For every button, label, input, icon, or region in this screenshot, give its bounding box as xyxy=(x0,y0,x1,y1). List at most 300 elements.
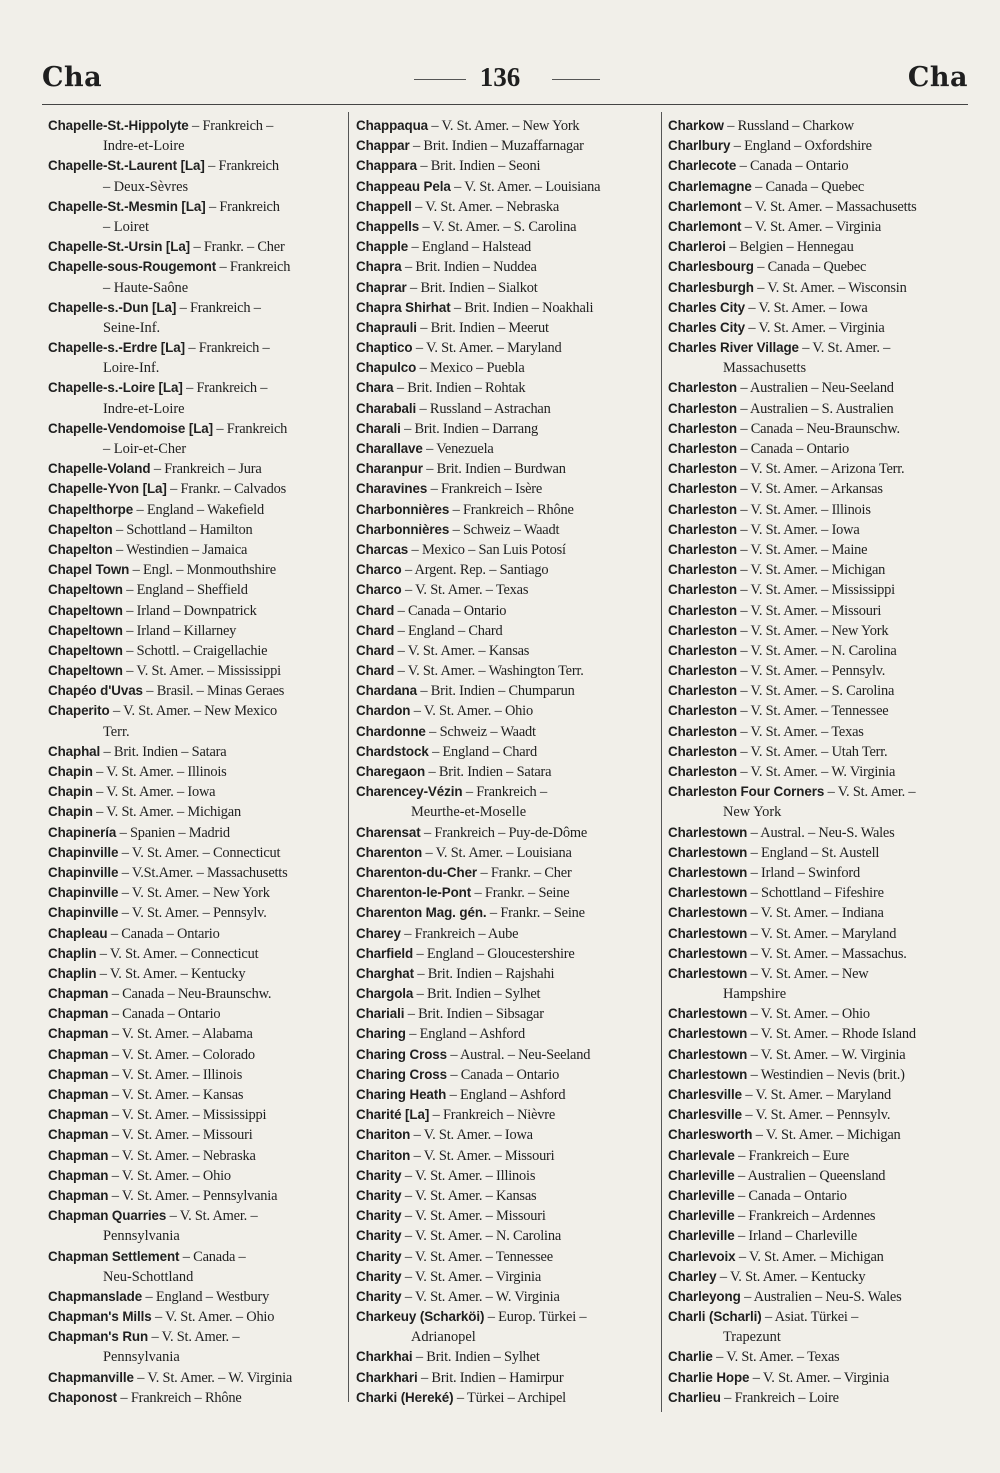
entry-location: – V. St. Amer. – Illinois xyxy=(401,1167,536,1184)
gazetteer-entry xyxy=(668,1287,968,1307)
entry-headword: Charki (Hereké) xyxy=(356,1389,454,1405)
entry-location: – Frankreich – Jura xyxy=(150,461,262,478)
gazetteer-entry xyxy=(356,580,658,600)
gazetteer-entry xyxy=(48,701,346,721)
entry-headword: Charlesburgh xyxy=(668,279,754,295)
entry-continuation: Seine-Inf. xyxy=(103,319,161,336)
entry-location: – England – St. Austell xyxy=(747,844,880,861)
gazetteer-entry xyxy=(356,399,658,419)
entry-headword: Chaprauli xyxy=(356,319,417,335)
gazetteer-entry xyxy=(48,924,346,944)
gazetteer-entry xyxy=(668,136,968,156)
entry-location: – Mexico – Puebla xyxy=(416,360,525,377)
entry-continuation: Indre-et-Loire xyxy=(103,138,185,155)
entry-headword: Chapelle-s.-Dun [La] xyxy=(48,299,177,315)
gazetteer-entry xyxy=(48,903,346,923)
entry-headword: Chapin xyxy=(48,764,93,779)
header-dash-right xyxy=(552,79,600,80)
entry-location: – Brit. Indien – Sibsagar xyxy=(404,1006,544,1023)
gazetteer-entry xyxy=(668,1368,968,1388)
entry-headword: Charleston xyxy=(668,380,737,396)
entry-location: – V. St. Amer. – Indiana xyxy=(747,905,884,922)
entry-location: – Spanien – Madrid xyxy=(116,824,230,841)
entry-location: – Frankreich – Nièvre xyxy=(429,1107,556,1124)
entry-location: – V. St. Amer. – Massachusetts xyxy=(741,198,917,215)
gazetteer-entry xyxy=(356,197,658,217)
entry-headword: Chariton xyxy=(356,1127,411,1143)
entry-location: – England – Gloucestershire xyxy=(413,945,575,962)
entry-location: – V. St. Amer. – N. Carolina xyxy=(401,1228,562,1245)
entry-continuation: Trapezunt xyxy=(723,1329,781,1346)
entry-headword: Charleston xyxy=(668,602,737,618)
entry-location: – V. St. Amer. – Kansas xyxy=(394,642,530,659)
entry-location: – Frankreich – xyxy=(188,118,274,134)
gazetteer-entry xyxy=(668,782,968,802)
gazetteer-entry xyxy=(48,742,346,762)
entry-headword: Chapra xyxy=(356,259,402,275)
entry-continuation: Meurthe-et-Moselle xyxy=(411,804,527,821)
gazetteer-entry xyxy=(356,520,658,540)
entry-location: – Australien – Neu-Seeland xyxy=(736,380,894,397)
gazetteer-entry xyxy=(668,964,968,984)
entry-headword: Chardstock xyxy=(356,743,429,759)
gazetteer-entry xyxy=(48,944,346,964)
entry-headword: Charlestown xyxy=(668,945,748,961)
entry-location: – V. St. Amer. – W. Virginia xyxy=(401,1288,560,1305)
entry-location: – Belgien – Hennegau xyxy=(725,239,854,256)
gazetteer-entry xyxy=(48,843,346,863)
entry-headword: Charavines xyxy=(356,481,428,497)
entry-location: – V. St. Amer. – Arizona Terr. xyxy=(736,461,905,478)
entry-headword: Chapinville xyxy=(48,864,119,880)
gazetteer-entry xyxy=(356,116,658,136)
gazetteer-entry xyxy=(48,560,346,580)
gazetteer-entry xyxy=(48,1327,346,1347)
entry-headword: Chapelle-Voland xyxy=(48,461,151,477)
entry-location: – V. St. Amer. – Iowa xyxy=(744,299,868,316)
entry-location: – Canada – xyxy=(179,1248,246,1265)
gazetteer-entry xyxy=(668,217,968,237)
entry-location: – V. St. Amer. – Texas xyxy=(401,582,529,599)
entry-location: – Asiat. Türkei – xyxy=(761,1309,859,1326)
entry-headword: Charleville xyxy=(668,1167,735,1183)
entry-headword: Charencey-Vézin xyxy=(356,784,463,800)
entry-location: – V. St. Amer. – Ohio xyxy=(108,1167,231,1184)
gazetteer-entry xyxy=(356,1206,658,1226)
gazetteer-entry xyxy=(668,1206,968,1226)
entry-location: – Schweiz – Waadt xyxy=(425,723,536,740)
entry-headword: Charlemagne xyxy=(668,178,752,194)
entry-headword: Charlieu xyxy=(668,1389,721,1405)
entry-location: – Türkei – Archipel xyxy=(453,1389,566,1406)
entry-location: – Frankreich – Rhône xyxy=(117,1389,242,1406)
entry-headword: Chara xyxy=(356,380,394,396)
gazetteer-entry xyxy=(668,1125,968,1145)
gazetteer-entry xyxy=(356,1105,658,1125)
gazetteer-entry xyxy=(668,924,968,944)
entry-headword: Charing Cross xyxy=(356,1066,447,1082)
entry-location: – Frankreich – xyxy=(182,380,268,397)
gazetteer-entry xyxy=(48,802,346,822)
entry-headword: Chapelle-s.-Erdre [La] xyxy=(48,340,185,356)
gazetteer-entry xyxy=(48,1024,346,1044)
column-divider-2 xyxy=(661,112,662,1412)
entry-location: – Westindien – Nevis (brit.) xyxy=(747,1066,905,1083)
entry-location: – V. St. Amer. – W. Virginia xyxy=(133,1369,293,1386)
entry-headword: Charlie Hope xyxy=(668,1369,750,1385)
gazetteer-entry xyxy=(668,1146,968,1166)
entry-location: – Canada – Ontario xyxy=(736,158,849,175)
entry-headword: Charlestown xyxy=(668,905,748,921)
entry-location: – V. St. Amer. – Pennsylvania xyxy=(108,1187,278,1204)
entry-headword: Charles City xyxy=(668,299,745,315)
gazetteer-entry xyxy=(48,580,346,600)
gazetteer-entry xyxy=(668,1307,968,1327)
entry-headword: Chaplin xyxy=(48,945,97,961)
gazetteer-entry xyxy=(668,883,968,903)
entry-headword: Chard xyxy=(356,602,395,618)
entry-location: – V. St. Amer. – Massachus. xyxy=(747,945,907,962)
entry-location: – Australien – S. Australien xyxy=(736,400,894,417)
gazetteer-entry xyxy=(48,257,346,277)
entry-location: – V. St. Amer. – Wisconsin xyxy=(753,279,907,296)
entry-headword: Chapelle-Vendomoise [La] xyxy=(48,420,214,436)
gazetteer-entry xyxy=(356,1247,658,1267)
gazetteer-entry xyxy=(668,1004,968,1024)
gazetteer-entry xyxy=(48,823,346,843)
entry-headword: Chapelton xyxy=(48,541,113,557)
gazetteer-entry xyxy=(356,782,658,802)
entry-headword: Chaphal xyxy=(48,743,101,759)
entry-headword: Chapinville xyxy=(48,885,119,901)
gazetteer-entry xyxy=(356,257,658,277)
entry-headword: Charlestown xyxy=(668,885,748,901)
entry-headword: Chappar xyxy=(356,138,410,154)
entry-headword: Charenton xyxy=(356,844,423,860)
gazetteer-entry xyxy=(668,439,968,459)
entry-location: – V. St. Amer. – New York xyxy=(428,118,580,134)
entry-continuation: – Loir-et-Cher xyxy=(103,441,187,457)
entry-location: – V. St. Amer. – xyxy=(148,1329,240,1346)
entry-headword: Chard xyxy=(356,622,395,638)
gazetteer-entry xyxy=(668,459,968,479)
entry-headword: Charleston xyxy=(668,743,737,759)
gazetteer-entry xyxy=(668,177,968,197)
gazetteer-entry xyxy=(668,237,968,257)
gazetteer-entry xyxy=(356,1388,658,1408)
gazetteer-entry xyxy=(356,1146,658,1166)
entry-location: – V. St. Amer. – Virginia xyxy=(401,1268,542,1285)
entry-location: – V. St. Amer. – Iowa xyxy=(736,521,860,538)
gazetteer-entry xyxy=(48,1287,346,1307)
gazetteer-entry xyxy=(48,500,346,520)
entry-location: – V. St. Amer. – Mississippi xyxy=(122,663,281,680)
entry-headword: Chapelle-s.-Loire [La] xyxy=(48,380,183,396)
entry-location: – V. St. Amer. – Maryland xyxy=(412,340,562,357)
entry-location: – Australien – Queensland xyxy=(734,1167,886,1184)
gazetteer-entry xyxy=(668,823,968,843)
entry-location: – V. St. Amer. – xyxy=(166,1208,258,1225)
entry-headword: Chapman's Run xyxy=(48,1329,149,1345)
entry-location: – V. St. Amer. – Ohio xyxy=(151,1309,275,1326)
entry-headword: Chapman xyxy=(48,1127,109,1143)
gazetteer-entry xyxy=(356,459,658,479)
entry-headword: Charity xyxy=(356,1167,402,1183)
entry-headword: Charkhari xyxy=(356,1369,418,1385)
entry-location: – V. St. Amer. – xyxy=(824,784,916,801)
entry-headword: Charity xyxy=(356,1228,402,1244)
entry-headword: Charlestown xyxy=(668,1006,748,1022)
gazetteer-entry xyxy=(356,661,658,681)
entry-location: – Frankreich – Isère xyxy=(427,481,543,498)
entry-location: – Brit. Indien – Burdwan xyxy=(422,461,566,478)
gazetteer-entry xyxy=(356,762,658,782)
entry-headword: Charleston xyxy=(668,400,737,416)
entry-location: – V. St. Amer. – Maine xyxy=(736,541,868,558)
entry-headword: Charbonnières xyxy=(356,521,450,537)
entry-headword: Charleston xyxy=(668,501,737,517)
entry-location: – V. St. Amer. – Maryland xyxy=(747,925,897,942)
gazetteer-entry xyxy=(356,278,658,298)
entry-headword: Chapple xyxy=(356,239,409,255)
entry-headword: Chapman xyxy=(48,1187,109,1203)
entry-location: – V. St. Amer. – Pennsylv. xyxy=(118,905,267,922)
entry-headword: Charkhai xyxy=(356,1349,413,1365)
gazetteer-entry xyxy=(668,1105,968,1125)
entry-location: – Brit. Indien – Sialkot xyxy=(406,279,538,296)
gazetteer-entry xyxy=(356,237,658,257)
entry-headword: Charlesworth xyxy=(668,1127,753,1143)
entry-location: – V. St. Amer. – New York xyxy=(736,622,889,639)
entry-location: – Canada – Ontario xyxy=(107,925,220,942)
entry-headword: Chapman xyxy=(48,1107,109,1123)
gazetteer-entry xyxy=(668,399,968,419)
header-left-guideword: Cha xyxy=(42,62,103,93)
gazetteer-entry xyxy=(356,601,658,621)
entry-headword: Chaptico xyxy=(356,340,413,356)
gazetteer-entry xyxy=(668,621,968,641)
gazetteer-entry xyxy=(668,419,968,439)
entry-location: – V. St. Amer. – xyxy=(798,340,891,357)
entry-location: – Brit. Indien – Rohtak xyxy=(393,380,526,397)
entry-headword: Charbonnières xyxy=(356,501,450,517)
entry-location: – Argent. Rep. – Santiago xyxy=(401,562,549,579)
gazetteer-entry xyxy=(48,419,346,439)
gazetteer-entry xyxy=(668,1065,968,1085)
entry-headword: Chardon xyxy=(356,703,411,719)
entry-headword: Charco xyxy=(356,562,402,578)
gazetteer-entry xyxy=(668,1024,968,1044)
entry-location: – V. St. Amer. – W. Virginia xyxy=(747,1046,906,1063)
gazetteer-entry xyxy=(356,903,658,923)
entry-location: – England – Oxfordshire xyxy=(730,138,872,155)
entry-continuation: Massachusetts xyxy=(723,360,807,377)
gazetteer-entry xyxy=(668,257,968,277)
gazetteer-entry xyxy=(668,479,968,499)
entry-location: – V. St. Amer. – Mississippi xyxy=(736,582,895,599)
entry-headword: Charli (Scharli) xyxy=(668,1309,762,1325)
header-rule xyxy=(42,104,968,105)
entry-headword: Charenton-le-Pont xyxy=(356,885,472,901)
entry-headword: Chariali xyxy=(356,1006,405,1022)
entry-location: – Australien – Neu-S. Wales xyxy=(740,1288,902,1305)
gazetteer-entry xyxy=(668,722,968,742)
entry-headword: Charenton-du-Cher xyxy=(356,864,478,880)
entry-headword: Chappeau Pela xyxy=(356,178,451,194)
entry-location: – V. St. Amer. – Virginia xyxy=(741,218,882,235)
entry-headword: Chaponost xyxy=(48,1389,118,1405)
gazetteer-entry xyxy=(356,883,658,903)
entry-location: – Canada – Ontario xyxy=(394,602,507,619)
entry-headword: Chard xyxy=(356,642,395,658)
entry-headword: Chapman's Mills xyxy=(48,1309,152,1325)
entry-headword: Chapelle-St.-Laurent [La] xyxy=(48,158,205,174)
gazetteer-entry xyxy=(356,136,658,156)
gazetteer-entry xyxy=(48,1388,346,1408)
entry-location: – Irland – Killarney xyxy=(122,622,237,639)
entry-location: – Schottl. – Craigellachie xyxy=(122,642,268,659)
gazetteer-entry xyxy=(668,378,968,398)
entry-headword: Charlie xyxy=(668,1349,713,1365)
gazetteer-entry xyxy=(48,863,346,883)
entry-continuation: – Haute-Saône xyxy=(103,279,189,296)
entry-location: – Brit. Indien – Darrang xyxy=(400,420,538,437)
entry-location: – V. St. Amer. – W. Virginia xyxy=(736,764,896,780)
entry-headword: Chapleau xyxy=(48,925,108,941)
entry-headword: Charles River Village xyxy=(668,340,799,356)
gazetteer-entry xyxy=(668,560,968,580)
entry-headword: Chapra Shirhat xyxy=(356,299,451,315)
entry-location: – Canada – Ontario xyxy=(108,1006,221,1023)
gazetteer-entry xyxy=(356,1226,658,1246)
entry-location: – V. St. Amer. – Texas xyxy=(736,723,864,740)
gazetteer-entry xyxy=(356,1287,658,1307)
entry-location: – Frankreich xyxy=(205,198,280,215)
entry-headword: Charleville xyxy=(668,1187,735,1203)
entry-location: – England – Chard xyxy=(394,622,503,639)
entry-headword: Charing Cross xyxy=(356,1046,447,1062)
entry-location: – V. St. Amer. – Michigan xyxy=(736,562,886,579)
entry-location: – Austral. – Neu-S. Wales xyxy=(747,824,895,841)
entry-headword: Chapin xyxy=(48,804,93,820)
column-3 xyxy=(668,116,968,1408)
entry-location: – V. St. Amer. – Tennessee xyxy=(736,703,889,720)
entry-headword: Charleston xyxy=(668,642,737,658)
entry-location: – V. St. Amer. – Michigan xyxy=(92,804,241,821)
entry-headword: Charing Heath xyxy=(356,1087,447,1102)
entry-headword: Chapeltown xyxy=(48,602,123,618)
entry-continuation: Indre-et-Loire xyxy=(103,400,185,417)
entry-continuation: – Deux-Sèvres xyxy=(103,178,189,195)
entry-location: – V. St. Amer. – S. Carolina xyxy=(419,218,577,235)
entry-location: – V. St. Amer. – Louisiana xyxy=(450,178,601,195)
gazetteer-entry xyxy=(48,1307,346,1327)
entry-headword: Chapeltown xyxy=(48,663,123,679)
entry-location: – Irland – Swinford xyxy=(747,864,860,881)
entry-headword: Chardana xyxy=(356,683,417,699)
gazetteer-entry xyxy=(668,580,968,600)
entry-location: – V. St. Amer. – Rhode Island xyxy=(747,1026,916,1043)
entry-headword: Chaplin xyxy=(48,965,97,981)
entry-headword: Chapeltown xyxy=(48,642,123,658)
entry-headword: Charleston xyxy=(668,764,737,779)
gazetteer-entry xyxy=(668,156,968,176)
entry-headword: Chapel Town xyxy=(48,562,130,578)
gazetteer-entry xyxy=(356,156,658,176)
entry-location: – Venezuela xyxy=(422,441,494,457)
gazetteer-entry xyxy=(356,863,658,883)
entry-location: – Brit. Indien – Nuddea xyxy=(401,259,537,276)
entry-headword: Chapéo d'Uvas xyxy=(48,683,143,699)
entry-location: – Brit. Indien – Hamirpur xyxy=(417,1369,564,1386)
entry-location: – Frankr. – Calvados xyxy=(166,481,287,498)
entry-headword: Charghat xyxy=(356,965,414,981)
entry-location: – Brit. Indien – Rajshahi xyxy=(413,965,555,982)
entry-headword: Charlestown xyxy=(668,1026,748,1042)
entry-continuation: Loire-Inf. xyxy=(103,360,160,377)
entry-headword: Charleston xyxy=(668,582,737,598)
entry-headword: Charleston xyxy=(668,521,737,537)
entry-headword: Chapelton xyxy=(48,521,113,537)
gazetteer-entry xyxy=(668,1085,968,1105)
entry-headword: Chapman xyxy=(48,1026,109,1042)
entry-headword: Charles City xyxy=(668,319,745,335)
entry-location: – V. St. Amer. – Pennsylv. xyxy=(736,663,886,680)
gazetteer-entry xyxy=(668,742,968,762)
entry-location: – V. St. Amer. – Michigan xyxy=(735,1248,884,1265)
entry-headword: Charing xyxy=(356,1026,406,1042)
entry-headword: Charley xyxy=(668,1268,717,1284)
entry-headword: Charegaon xyxy=(356,764,426,779)
gazetteer-entry xyxy=(668,116,968,136)
entry-headword: Chapelle-St.-Hippolyte xyxy=(48,118,189,133)
entry-headword: Charleston xyxy=(668,541,737,557)
entry-headword: Chapelle-St.-Mesmin [La] xyxy=(48,198,206,214)
entry-headword: Chappells xyxy=(356,218,420,234)
gazetteer-entry xyxy=(356,621,658,641)
entry-location: – V. St. Amer. – Illinois xyxy=(736,501,871,518)
entry-location: – V. St. Amer. – Kentucky xyxy=(716,1268,866,1285)
entry-location: – Russland – Astrachan xyxy=(416,400,551,417)
entry-headword: Charabali xyxy=(356,400,417,416)
entry-location: – Brit. Indien – Sylhet xyxy=(413,986,541,1003)
gazetteer-entry xyxy=(48,116,346,136)
gazetteer-entry xyxy=(356,1347,658,1367)
entry-location: – Frankr. – Seine xyxy=(471,885,570,902)
gazetteer-entry xyxy=(48,601,346,621)
gazetteer-entry xyxy=(48,681,346,701)
gazetteer-entry xyxy=(48,1125,346,1145)
gazetteer-entry xyxy=(668,701,968,721)
gazetteer-entry xyxy=(48,782,346,802)
entry-location: – Brit. Indien – Seoni xyxy=(416,158,541,175)
entry-location: – V. St. Amer. – Virginia xyxy=(749,1369,890,1386)
entry-location: – England – Wakefield xyxy=(133,501,264,518)
gazetteer-entry xyxy=(48,1206,346,1226)
entry-headword: Charleston xyxy=(668,683,737,699)
gazetteer-entry xyxy=(668,762,968,782)
entry-headword: Charleville xyxy=(668,1228,735,1244)
entry-headword: Charlevale xyxy=(668,1147,735,1163)
gazetteer-entry xyxy=(668,338,968,358)
gazetteer-entry xyxy=(356,681,658,701)
entry-headword: Chapelle-sous-Rougemont xyxy=(48,259,217,275)
entry-headword: Chapeltown xyxy=(48,622,123,638)
entry-headword: Charleroi xyxy=(668,239,726,255)
entry-headword: Chapinville xyxy=(48,844,119,860)
entry-location: – Brit. Indien – Muzaffarnagar xyxy=(409,138,584,155)
entry-location: – V. St. Amer. – Michigan xyxy=(752,1127,901,1144)
